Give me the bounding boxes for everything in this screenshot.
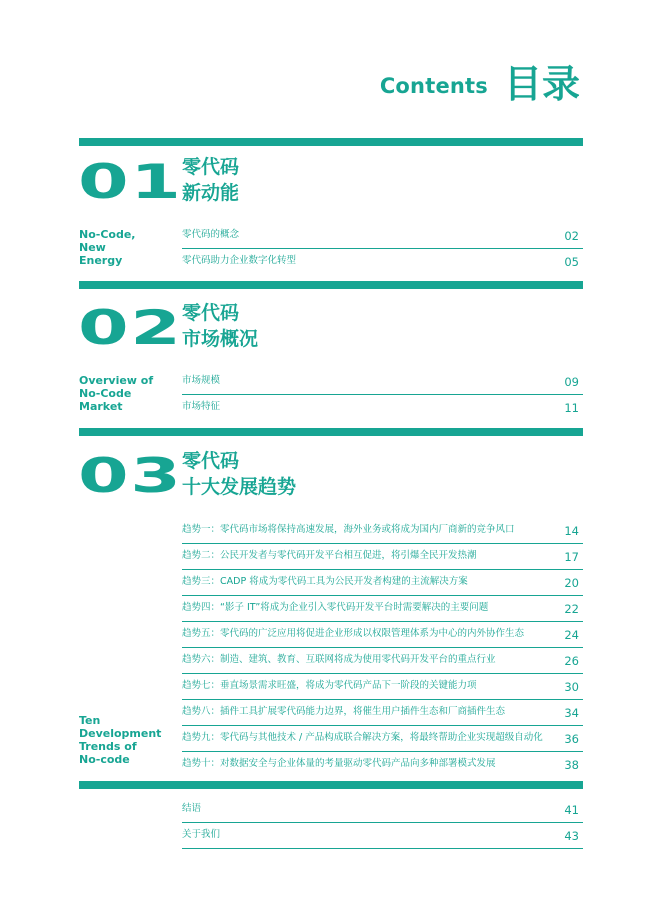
toc-item-page: 24	[564, 628, 579, 642]
section-divider	[79, 781, 583, 789]
toc-item[interactable]	[182, 544, 583, 570]
toc-item-page: 36	[564, 732, 579, 746]
toc-item[interactable]	[182, 797, 583, 823]
toc-item[interactable]	[182, 369, 583, 395]
section-number: 03	[78, 449, 183, 504]
toc-item-page: 20	[564, 576, 579, 590]
toc-item-label: 趋势五：零代码的广泛应用将促进企业形成以权限管理体系为中心的内外协作生态	[182, 628, 525, 639]
toc-list	[182, 223, 583, 274]
contents-title-en: Contents	[379, 74, 488, 98]
toc-item-page: 38	[564, 758, 579, 772]
toc-item-label: 趋势六：制造、建筑、教育、互联网将成为使用零代码开发平台的重点行业	[182, 654, 496, 665]
toc-item-page: 41	[564, 803, 579, 817]
section-title: 零代码 十大发展趋势	[182, 450, 297, 498]
toc-item[interactable]	[182, 518, 583, 544]
contents-header	[380, 64, 580, 104]
section-subtitle: Overview of No-Code Market	[79, 374, 154, 413]
toc-item-page: 30	[564, 680, 579, 694]
toc-list	[182, 369, 583, 420]
toc-item-label: 结语	[182, 803, 202, 814]
toc-item-label: 趋势一：零代码市场将保持高速发展，海外业务或将成为国内厂商新的竞争风口	[182, 524, 515, 535]
toc-item[interactable]	[182, 622, 583, 648]
toc-item-page: 43	[564, 829, 579, 843]
toc-item-label: 趋势四：“影子 IT”将成为企业引入零代码开发平台时需要解决的主要问题	[182, 602, 489, 613]
closing-list	[182, 797, 583, 849]
toc-item-label: 趋势九：零代码与其他技术 / 产品构成联合解决方案，将最终帮助企业实现超级自动化	[182, 732, 543, 743]
section-title: 零代码 新动能	[182, 156, 240, 204]
section-subtitle: No-Code, New Energy	[79, 228, 136, 267]
toc-item-label: 零代码的概念	[182, 229, 240, 240]
toc-item-label: 市场规模	[182, 375, 221, 386]
toc-item-page: 34	[564, 706, 579, 720]
toc-item[interactable]	[182, 726, 583, 752]
toc-item-label: 趋势七：垂直场景需求旺盛，将成为零代码产品下一阶段的关键能力项	[182, 680, 477, 691]
section-number: 01	[78, 155, 183, 210]
contents-title-zh: 目录	[503, 62, 580, 106]
section-number: 02	[78, 301, 183, 356]
toc-item-page: 22	[564, 602, 579, 616]
toc-item-page: 05	[564, 255, 579, 269]
section-divider	[79, 281, 583, 289]
toc-item-page: 11	[564, 401, 579, 415]
toc-item[interactable]	[182, 395, 583, 420]
toc-item[interactable]	[182, 570, 583, 596]
toc-item[interactable]	[182, 823, 583, 849]
section-title: 零代码 市场概况	[182, 302, 259, 350]
toc-item[interactable]	[182, 674, 583, 700]
toc-item-label: 趋势八：插件工具扩展零代码能力边界，将催生用户插件生态和厂商插件生态	[182, 706, 506, 717]
toc-item-page: 02	[564, 229, 579, 243]
toc-item[interactable]	[182, 596, 583, 622]
toc-item-page: 14	[564, 524, 579, 538]
toc-item[interactable]	[182, 700, 583, 726]
toc-item-page: 17	[564, 550, 579, 564]
toc-item-label: 趋势二：公民开发者与零代码开发平台相互促进，将引爆全民开发热潮	[182, 550, 477, 561]
toc-item-label: 趋势三：CADP 将成为零代码工具为公民开发者构建的主流解决方案	[182, 576, 468, 587]
toc-item-label: 趋势十：对数据安全与企业体量的考量驱动零代码产品向多种部署模式发展	[182, 758, 496, 769]
toc-item-label: 市场特征	[182, 401, 221, 412]
toc-item[interactable]	[182, 752, 583, 777]
toc-item[interactable]	[182, 648, 583, 674]
toc-item-page: 09	[564, 375, 579, 389]
section-divider	[79, 428, 583, 436]
toc-item-label: 关于我们	[182, 829, 221, 840]
toc-item-label: 零代码助力企业数字化转型	[182, 255, 297, 266]
section-subtitle: Ten Development Trends of No-code	[79, 714, 162, 766]
toc-list	[182, 518, 583, 777]
section-divider	[79, 138, 583, 146]
toc-item[interactable]	[182, 223, 583, 249]
toc-item-page: 26	[564, 654, 579, 668]
toc-item[interactable]	[182, 249, 583, 274]
